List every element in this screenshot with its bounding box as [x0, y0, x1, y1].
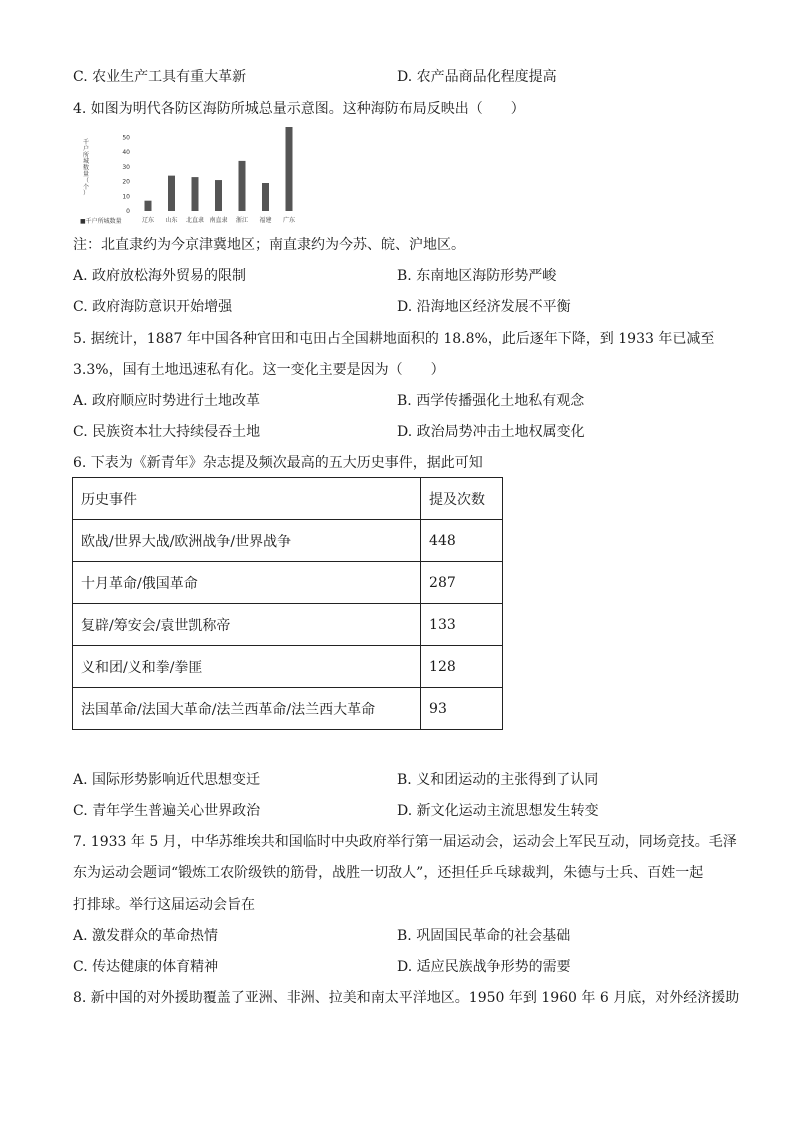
- q5-option-a: A. 政府顺应时势进行土地改革: [73, 393, 261, 409]
- chart-y-tick-label: 20: [122, 178, 130, 186]
- table-cell-count: 128: [421, 646, 503, 688]
- chart-bar: [239, 161, 246, 211]
- table-row: [73, 520, 503, 562]
- table-cell-count: 287: [421, 562, 503, 604]
- table-header-count: 提及次数: [421, 478, 503, 520]
- chart-y-label-char: 所: [82, 151, 90, 159]
- chart-x-ticks: [142, 216, 295, 224]
- table-row: [73, 604, 503, 646]
- bar-chart: [80, 122, 310, 230]
- chart-y-tick-label: 50: [122, 134, 130, 142]
- q7-option-c: C. 传达健康的体育精神: [73, 959, 219, 975]
- table-cell-event: 法国革命/法国大革命/法兰西革命/法兰西大革命: [73, 688, 421, 730]
- q4-option-a: A. 政府放松海外贸易的限制: [73, 268, 247, 284]
- q4-stem: 4. 如图为明代各防区海防所城总量示意图。这种海防布局反映出（ ）: [73, 101, 525, 117]
- chart-bar: [168, 176, 175, 211]
- q6-option-d: D. 新文化运动主流思想发生转变: [397, 803, 599, 819]
- q6-option-a: A. 国际形势影响近代思想变迁: [73, 772, 261, 788]
- table-cell-count: 133: [421, 604, 503, 646]
- chart-x-tick-label: 北直隶: [185, 217, 205, 224]
- chart-y-label-char: ）: [82, 190, 90, 198]
- chart-x-tick-label: 浙江: [235, 217, 249, 224]
- chart-x-tick-label: 山东: [165, 217, 178, 224]
- chart-legend: ■千户所城数量: [80, 218, 122, 225]
- chart-bar: [192, 177, 199, 211]
- q4-option-b: B. 东南地区海防形势严峻: [397, 268, 557, 284]
- chart-y-tick-label: 10: [122, 193, 130, 201]
- chart-y-label-char: 量: [82, 171, 90, 178]
- q3-option-c: C. 农业生产工具有重大革新: [73, 69, 247, 85]
- table-header-event: 历史事件: [73, 478, 421, 520]
- q7-stem-line3: 打排球。举行这届运动会旨在: [73, 897, 255, 913]
- chart-x-tick-label: 福建: [259, 217, 272, 224]
- q7-option-d: D. 适应民族战争形势的需要: [397, 959, 571, 975]
- chart-x-tick-label: 辽东: [141, 217, 155, 224]
- chart-y-tick-label: 0: [126, 208, 130, 215]
- table-cell-count: 93: [421, 688, 503, 730]
- q4-note: 注：北直隶约为今京津冀地区；南直隶约为今苏、皖、沪地区。: [73, 237, 465, 253]
- chart-bar: [286, 127, 293, 211]
- chart-y-label-char: 户: [82, 145, 90, 153]
- chart-bar: [145, 201, 152, 211]
- q5-option-b: B. 西学传播强化土地私有观念: [397, 393, 585, 409]
- q5-option-c: C. 民族资本壮大持续侵吞土地: [73, 424, 261, 440]
- q5-stem-line1: 5. 据统计，1887 年中国各种官田和屯田占全国耕地面积的 18.8%，此后逐年下降，到 1933 年已减至: [73, 331, 715, 347]
- q5-stem-line2: 3.3%，国有土地迅速私有化。这一变化主要是因为（ ）: [73, 362, 445, 378]
- q7-option-a: A. 激发群众的革命热情: [73, 928, 219, 944]
- table-row: [73, 562, 503, 604]
- q5-option-d: D. 政治局势冲击土地权属变化: [397, 424, 585, 440]
- events-table: [72, 477, 503, 730]
- chart-y-label-char: 个: [82, 183, 90, 191]
- q4-option-c: C. 政府海防意识开始增强: [73, 299, 233, 315]
- table-row: [73, 688, 503, 730]
- table-cell-event: 复辟/筹安会/袁世凯称帝: [73, 604, 421, 646]
- chart-x-tick-label: 广东: [282, 217, 296, 224]
- chart-y-label-char: 城: [82, 158, 90, 166]
- chart-x-tick-label: 南直隶: [209, 217, 228, 224]
- chart-bar: [215, 180, 222, 211]
- chart-y-ticks: [122, 134, 130, 215]
- chart-y-label-char: 千: [82, 139, 90, 146]
- table-cell-event: 十月革命/俄国革命: [73, 562, 421, 604]
- chart-bars: [145, 127, 293, 211]
- q3-option-d: D. 农产品商品化程度提高: [397, 69, 557, 85]
- chart-y-label-char: 数: [82, 164, 90, 172]
- chart-bar: [262, 183, 269, 211]
- q7-option-b: B. 巩固国民革命的社会基础: [397, 928, 571, 944]
- chart-y-tick-label: 40: [122, 149, 130, 157]
- q6-option-b: B. 义和团运动的主张得到了认同: [397, 772, 599, 788]
- q7-stem-line1: 7. 1933 年 5 月，中华苏维埃共和国临时中央政府举行第一届运动会，运动会上军民互动，同场竞技。毛泽: [73, 834, 737, 850]
- bar-chart-svg: [80, 122, 310, 230]
- chart-y-label-char: （: [82, 177, 90, 185]
- table-cell-event: 义和团/义和拳/拳匪: [73, 646, 421, 688]
- q6-option-c: C. 青年学生普遍关心世界政治: [73, 803, 261, 819]
- table-cell-event: 欧战/世界大战/欧洲战争/世界战争: [73, 520, 421, 562]
- table-row: [73, 646, 503, 688]
- chart-y-label: [83, 138, 89, 197]
- q4-option-d: D. 沿海地区经济发展不平衡: [397, 299, 571, 315]
- chart-y-tick-label: 30: [122, 163, 130, 171]
- q8-stem-line1: 8. 新中国的对外援助覆盖了亚洲、非洲、拉美和南太平洋地区。1950 年到 1960 年 6 月底，对外经济援助: [73, 990, 740, 1006]
- table-header-row: [73, 478, 503, 520]
- table-cell-count: 448: [421, 520, 503, 562]
- q7-stem-line2: 东为运动会题词“锻炼工农阶级铁的筋骨，战胜一切敌人”，还担任乒乓球裁判，朱德与士兵、百姓一起: [73, 865, 704, 881]
- q6-stem: 6. 下表为《新青年》杂志提及频次最高的五大历史事件，据此可知: [73, 455, 483, 471]
